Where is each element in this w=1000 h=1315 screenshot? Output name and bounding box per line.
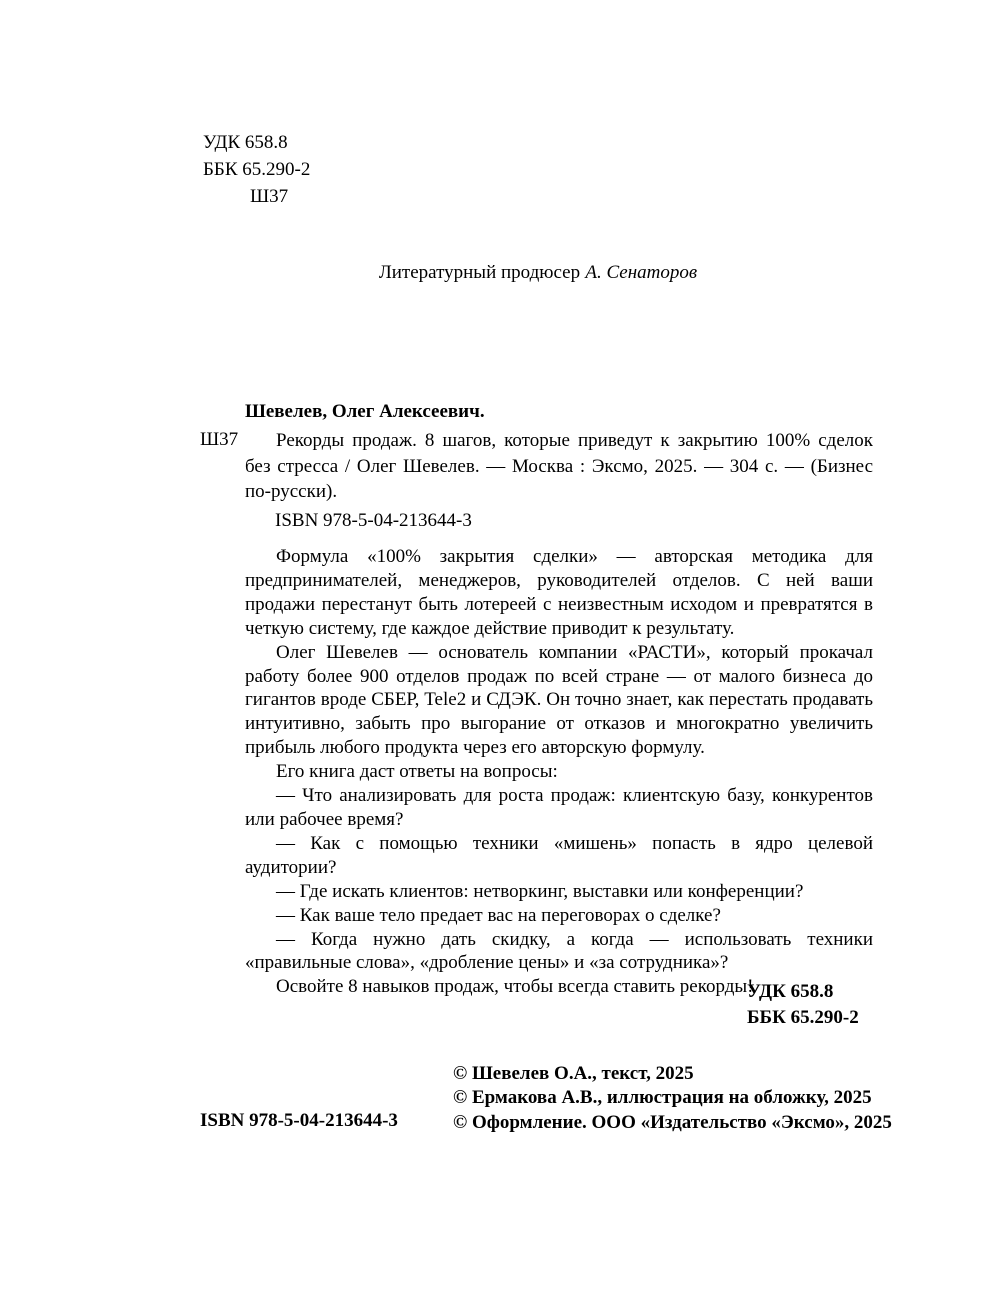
annotation-block	[245, 545, 873, 999]
isbn-bottom-line: ISBN 978-5-04-213644-3	[200, 1110, 398, 1131]
udk-code-bottom: УДК 658.8	[747, 981, 834, 1002]
classification-bottom-block	[747, 979, 859, 1030]
catalog-description: Рекорды продаж. 8 шагов, которые приведут к закрытию 100% сделок без стресса / Олег Шевелев. — Москва : Эксмо, 2025. — 304 с. — (Бизнес по-русски).	[245, 430, 873, 503]
annotation-question: — Как с помощью техники «мишень» попасть в ядро целевой аудитории?	[245, 832, 873, 878]
annotation-question: — Где искать клиентов: нетворкинг, выставки или конференции?	[276, 880, 804, 902]
annotation-paragraph: Его книга даст ответы на вопросы:	[276, 761, 558, 783]
annotation-question: — Что анализировать для роста продаж: клиентскую базу, конкурентов или рабочее время?	[245, 785, 873, 830]
bbk-code-top: ББК 65.290-2	[203, 159, 311, 180]
classification-top-block	[203, 129, 310, 210]
bbk-code-bottom: ББК 65.290-2	[747, 1006, 859, 1028]
copyright-line-publisher: © Оформление. ООО «Издательство «Эксмо», 2025	[453, 1111, 892, 1133]
author-sign-top: Ш37	[250, 186, 289, 207]
catalog-author-heading: Шевелев, Олег Алексеевич.	[245, 401, 485, 422]
catalog-author-sign: Ш37	[200, 429, 239, 450]
copyright-block	[453, 1062, 892, 1135]
producer-role-label: Литературный продюсер	[378, 262, 581, 283]
udk-code-top: УДК 658.8	[203, 132, 288, 153]
literary-producer-line	[203, 262, 873, 284]
annotation-question: — Как ваше тело предает вас на переговорах о сделке?	[276, 904, 721, 926]
annotation-paragraph: Олег Шевелев — основатель компании «РАСТИ», который прокачал работу более 900 отделов продаж по всей стране — от малого бизнеса до гигантов вроде СБЕР, Tele2 и СДЭК. Он точно знает, как перестать продавать интуитивно, забыть про выгорание от отказов и многократно увеличить прибыль любого продукта через его авторскую формулу.	[245, 641, 873, 759]
annotation-paragraph: Формула «100% закрытия сделки» — авторская методика для предпринимателей, менеджеров, руководителей отделов. С ней ваши продажи перестанут быть лотереей с неизвестным исходом и превратятся в четкую систему, где каждое действие приводит к результату.	[245, 546, 873, 639]
annotation-question: — Когда нужно дать скидку, а когда — использовать техники «правильные слова», «дробление цены» и «за сотрудника»?	[245, 928, 873, 974]
copyright-line-author: © Шевелев О.А., текст, 2025	[453, 1063, 694, 1084]
annotation-closing: Освойте 8 навыков продаж, чтобы всегда ставить рекорды!	[276, 976, 754, 998]
isbn-line: ISBN 978-5-04-213644-3	[275, 510, 472, 531]
producer-name: А. Сенаторов	[585, 262, 698, 283]
copyright-line-illustrator: © Ермакова А.В., иллюстрация на обложку, 2025	[453, 1087, 872, 1109]
